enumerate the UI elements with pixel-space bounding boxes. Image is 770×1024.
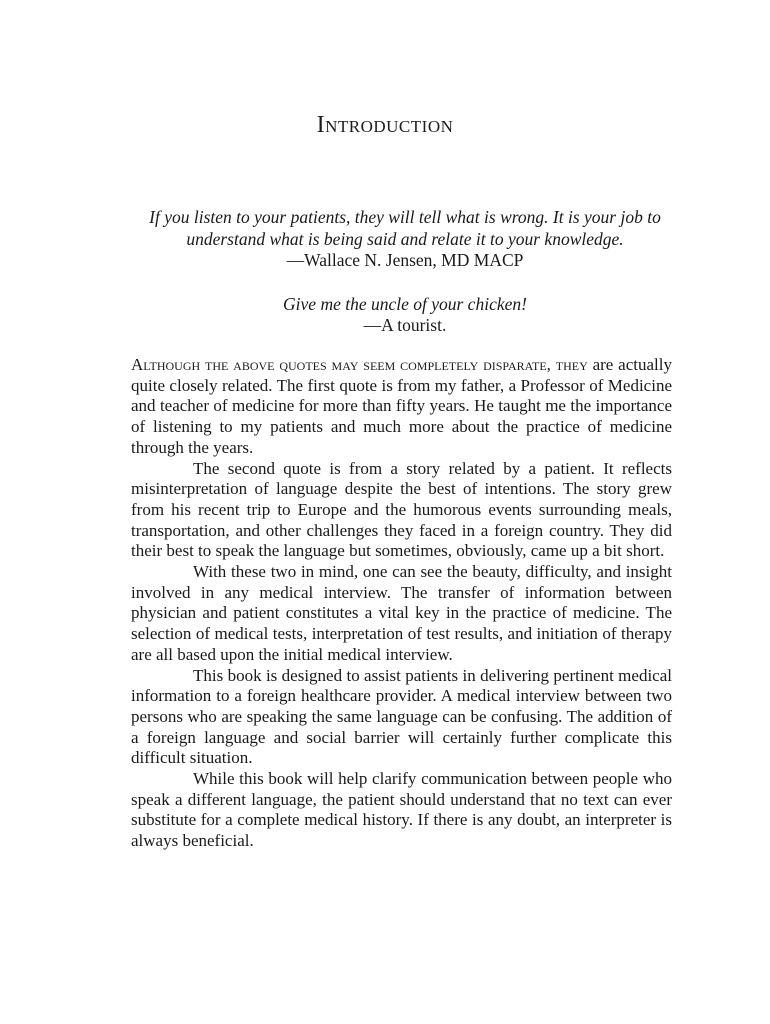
- epigraph-quote: Give me the uncle of your chicken!: [283, 293, 527, 314]
- body-text: [131, 355, 672, 852]
- paragraph: [131, 355, 672, 459]
- epigraph-attribution: —A tourist.: [363, 315, 447, 335]
- paragraph: The second quote is from a story related by a patient. It reflects misinterpretation of language despite the best of intentions. The story grew from his recent trip to Europe and the humorous events surrounding meals, transportation, and other challenges they faced in a foreign country. They did their best to speak the language but sometimes, obviously, came up a bit short.: [131, 458, 672, 561]
- epigraph-attribution: —Wallace N. Jensen, MD MACP: [286, 250, 524, 270]
- epigraph-spacer: [120, 272, 690, 294]
- paragraph: This book is designed to assist patients in delivering pertinent medical information to a foreign healthcare provider. A medical interview between two persons who are speaking the same language can be confusing. The addition of a foreign language and social barrier will certainly further complicate this difficult situation.: [131, 665, 672, 768]
- paragraph-lead-in: Although the above quotes may seem completely disparate, they: [131, 355, 588, 374]
- paragraph-text: are actually quite closely related. The first quote is from my father, a Professor of Medicine and teacher of medicine for more than fifty years. He taught me the importance of listening to my patients and much more about the practice of medicine through the years.: [131, 355, 672, 457]
- paragraph: With these two in mind, one can see the beauty, difficulty, and insight involved in any medical interview. The transfer of information between physician and patient constitutes a vital key in the practice of medicine. The selection of medical tests, interpretation of test results, and initiation of therapy are all based upon the initial medical interview.: [131, 562, 672, 664]
- epigraph-quote: If you listen to your patients, they will tell what is wrong. It is your job to understand what is being said and relate it to your knowledge.: [149, 207, 661, 249]
- epigraphs: [120, 207, 690, 337]
- chapter-title: Introduction: [316, 112, 454, 138]
- paragraph: While this book will help clarify communication between people who speak a different language, the patient should understand that no text can ever substitute for a complete medical history. If there is any doubt, an interpreter is always beneficial.: [131, 769, 672, 851]
